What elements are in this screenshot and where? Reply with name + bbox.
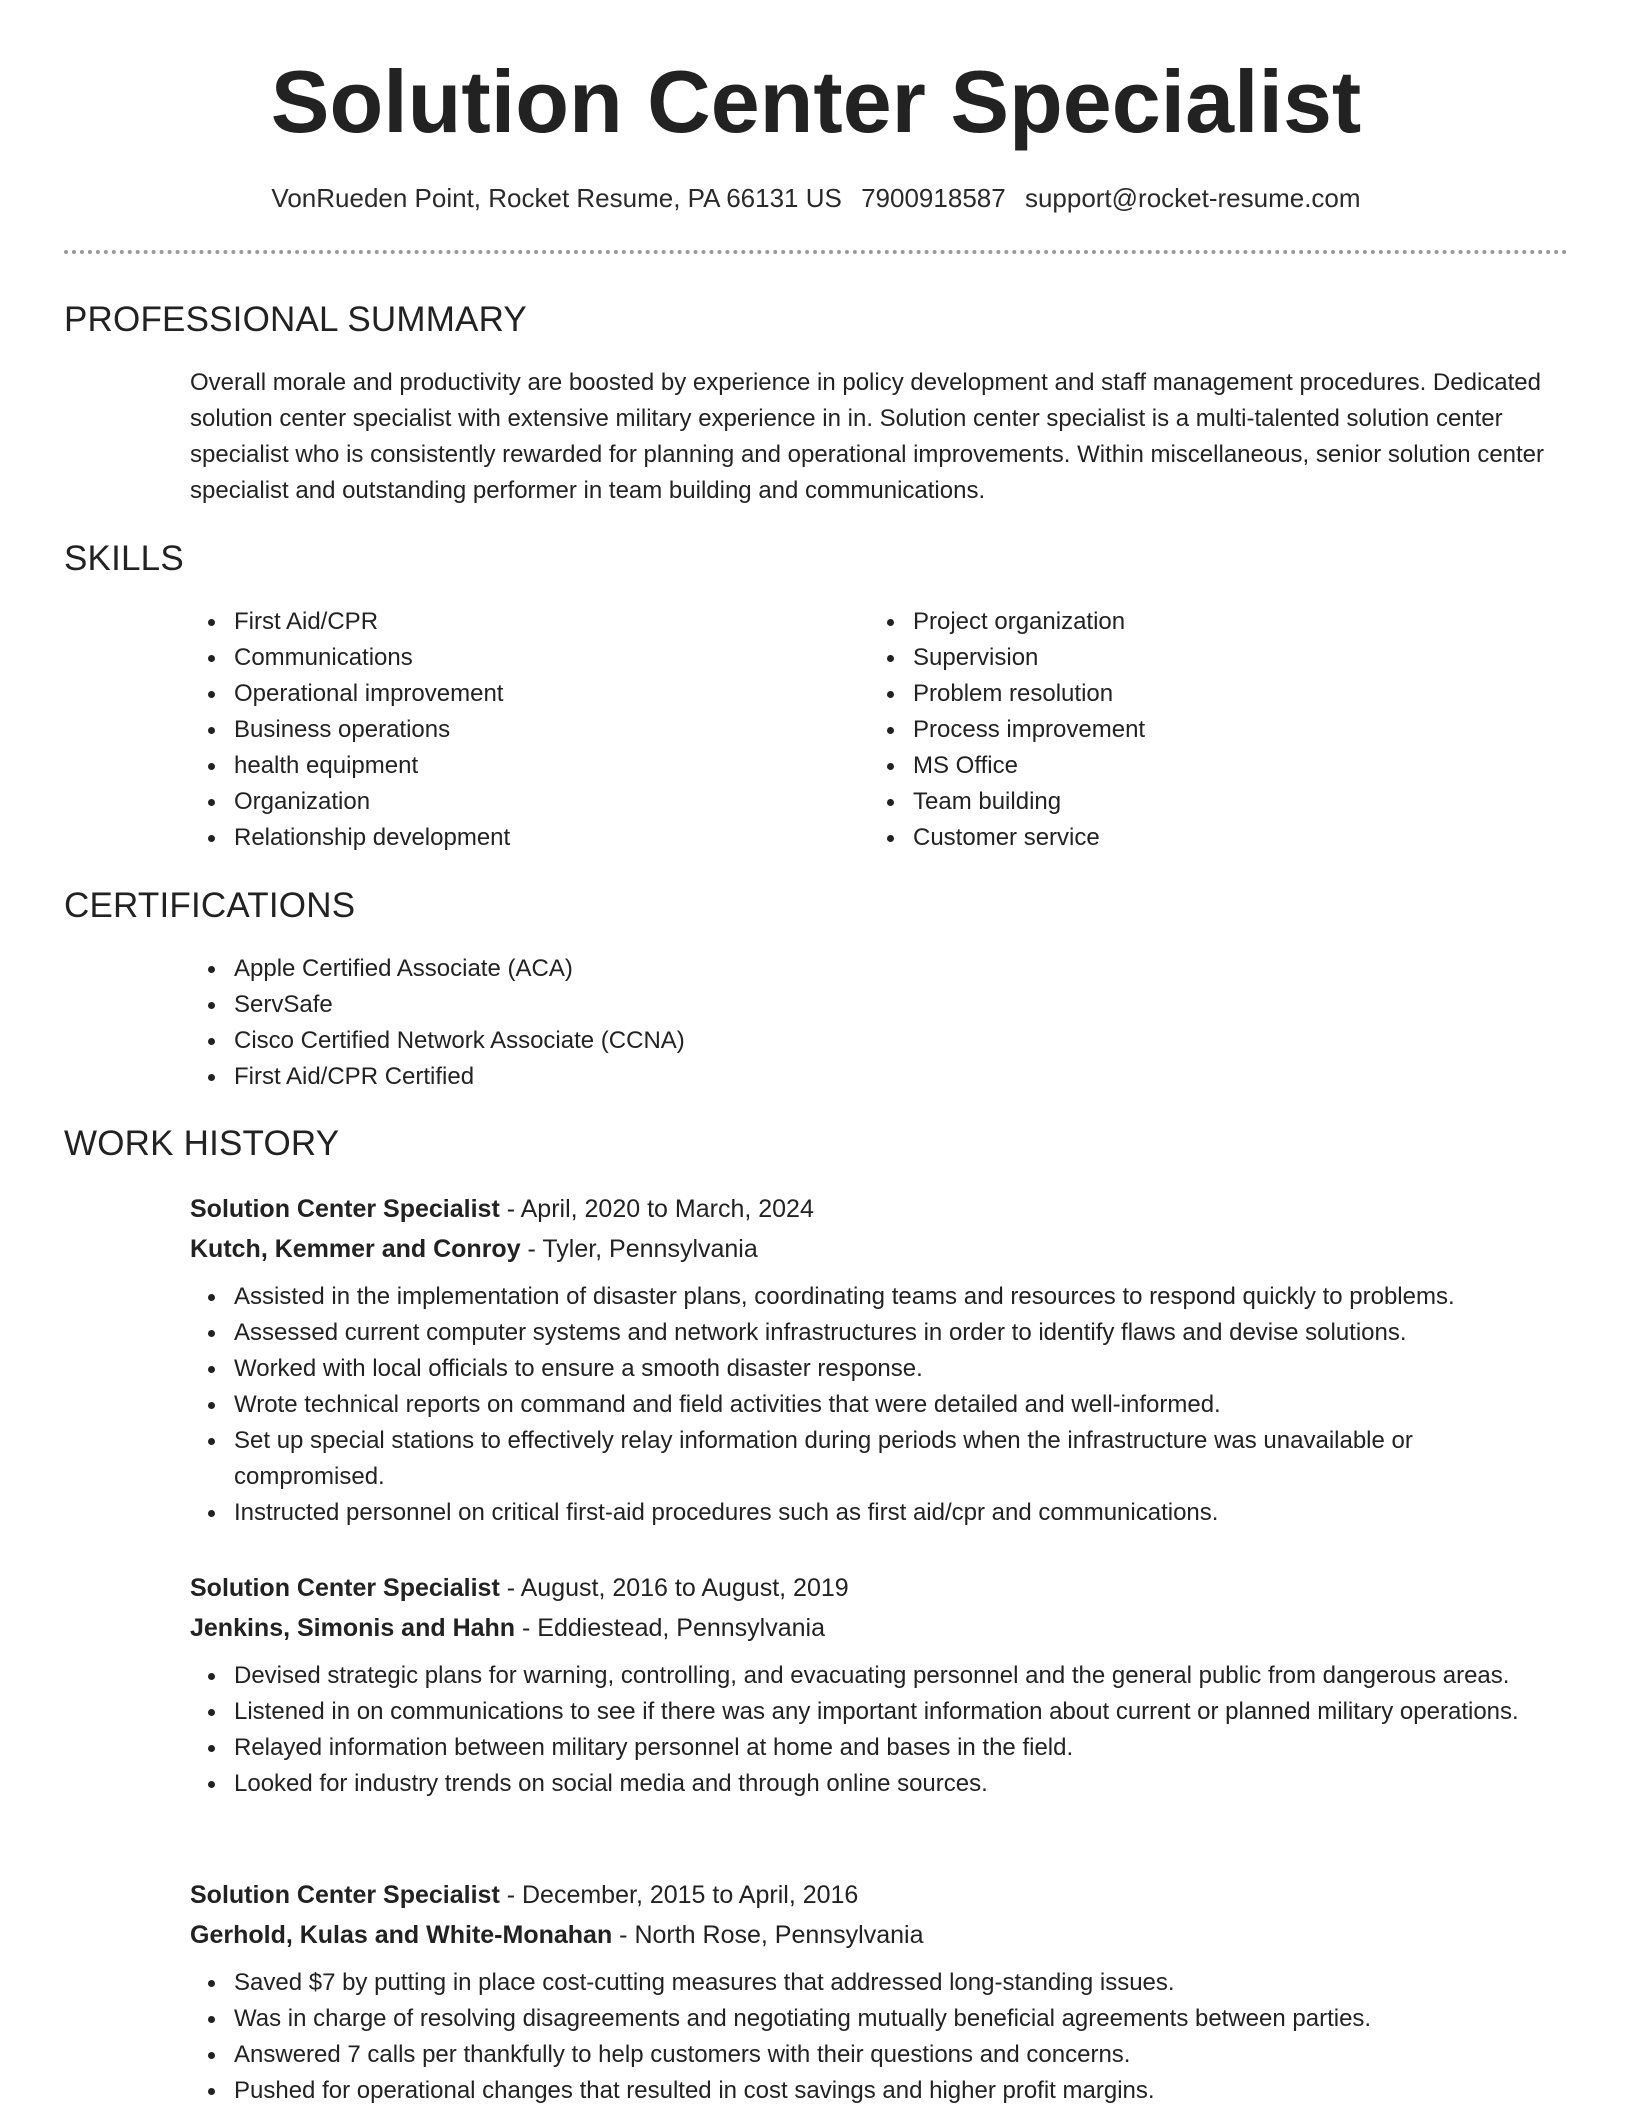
job-entry xyxy=(190,1568,1570,1802)
skills-list-right xyxy=(869,604,1513,856)
skill-item: MS Office xyxy=(913,748,1513,784)
job-role: Solution Center Specialist xyxy=(190,1881,500,1909)
job-role: Solution Center Specialist xyxy=(190,1574,500,1602)
certification-item: Apple Certified Associate (ACA) xyxy=(234,951,1434,987)
certification-item: Cisco Certified Network Associate (CCNA) xyxy=(234,1023,1434,1059)
job-title-line: Solution Center Specialist - December, 2015 to April, 2016 xyxy=(190,1881,859,1909)
contact-phone: 7900918587 xyxy=(861,183,1006,213)
job-bullet: Answered 7 calls per thankfully to help customers with their questions and concerns. xyxy=(234,2037,1570,2073)
job-bullets xyxy=(190,1279,1570,1531)
job-location: North Rose, Pennsylvania xyxy=(634,1921,924,1949)
summary-text: Overall morale and productivity are boosted by experience in policy development and staff management procedures. Dedicated solution center specialist with extensive military experience in in. Solution center specialist is a multi-talented solution center specialist who is consistently rewarded for planning and operational improvements. Within miscellaneous, senior solution center specialist and outstanding performer in team building and communications. xyxy=(190,369,1545,504)
job-location: Eddiestead, Pennsylvania xyxy=(537,1614,825,1642)
job-bullet: Was in charge of resolving disagreements and negotiating mutually beneficial agreements between parties. xyxy=(234,2001,1570,2037)
job-bullet: Pushed for operational changes that resulted in cost savings and higher profit margins. xyxy=(234,2073,1570,2109)
certification-item: ServSafe xyxy=(234,987,1434,1023)
job-entry xyxy=(190,1875,1570,2109)
skills-list-left xyxy=(190,604,834,856)
skill-item: Operational improvement xyxy=(234,676,834,712)
job-bullet: Set up special stations to effectively relay information during periods when the infrastructure was unavailable or compromised. xyxy=(234,1423,1570,1495)
skill-item: Customer service xyxy=(913,820,1513,856)
certification-item: First Aid/CPR Certified xyxy=(234,1059,1434,1095)
job-dates: April, 2020 to March, 2024 xyxy=(520,1195,814,1223)
job-company: Jenkins, Simonis and Hahn xyxy=(190,1614,516,1642)
skill-item: health equipment xyxy=(234,748,834,784)
skills-heading: SKILLS xyxy=(64,539,184,578)
skill-item: Communications xyxy=(234,640,834,676)
job-bullet: Relayed information between military personnel at home and bases in the field. xyxy=(234,1730,1570,1766)
job-title-line: Solution Center Specialist - August, 2016 to August, 2019 xyxy=(190,1574,849,1602)
work-history-heading: WORK HISTORY xyxy=(64,1124,340,1163)
summary-heading: PROFESSIONAL SUMMARY xyxy=(64,300,527,339)
contact-address: VonRueden Point, Rocket Resume, PA 66131 US xyxy=(271,183,842,213)
job-bullet: Instructed personnel on critical first-aid procedures such as first aid/cpr and communications. xyxy=(234,1495,1570,1531)
job-bullet: Looked for industry trends on social media and through online sources. xyxy=(234,1766,1570,1802)
job-role: Solution Center Specialist xyxy=(190,1195,500,1223)
job-dates: August, 2016 to August, 2019 xyxy=(520,1574,849,1602)
job-bullets xyxy=(190,1658,1570,1802)
job-company-line: Jenkins, Simonis and Hahn - Eddiestead, Pennsylvania xyxy=(190,1614,825,1642)
certifications-heading: CERTIFICATIONS xyxy=(64,886,356,925)
job-bullet: Assisted in the implementation of disaster plans, coordinating teams and resources to respond quickly to problems. xyxy=(234,1279,1570,1315)
job-dates: December, 2015 to April, 2016 xyxy=(522,1881,859,1909)
job-entry xyxy=(190,1189,1570,1531)
job-company: Gerhold, Kulas and White-Monahan xyxy=(190,1921,613,1949)
job-company: Kutch, Kemmer and Conroy xyxy=(190,1235,521,1263)
job-bullet: Assessed current computer systems and network infrastructures in order to identify flaws and devise solutions. xyxy=(234,1315,1570,1351)
job-bullet: Wrote technical reports on command and field activities that were detailed and well-informed. xyxy=(234,1387,1570,1423)
certifications-list xyxy=(190,951,1434,1095)
skill-item: Team building xyxy=(913,784,1513,820)
skill-item: Problem resolution xyxy=(913,676,1513,712)
contact-email[interactable]: support@rocket-resume.com xyxy=(1024,183,1361,213)
job-title-line: Solution Center Specialist - April, 2020 to March, 2024 xyxy=(190,1195,814,1223)
job-bullet: Worked with local officials to ensure a smooth disaster response. xyxy=(234,1351,1570,1387)
skill-item: Project organization xyxy=(913,604,1513,640)
job-bullets xyxy=(190,1965,1570,2109)
job-company-line: Gerhold, Kulas and White-Monahan - North Rose, Pennsylvania xyxy=(190,1921,924,1949)
skill-item: Supervision xyxy=(913,640,1513,676)
skill-item: Process improvement xyxy=(913,712,1513,748)
job-location: Tyler, Pennsylvania xyxy=(542,1235,758,1263)
job-bullet: Saved $7 by putting in place cost-cutting measures that addressed long-standing issues. xyxy=(234,1965,1570,2001)
header-divider xyxy=(64,250,1568,254)
job-bullet: Listened in on communications to see if there was any important information about current or planned military operations. xyxy=(234,1694,1570,1730)
job-bullet: Devised strategic plans for warning, controlling, and evacuating personnel and the general public from dangerous areas. xyxy=(234,1658,1570,1694)
job-company-line: Kutch, Kemmer and Conroy - Tyler, Pennsylvania xyxy=(190,1235,758,1263)
contact-line xyxy=(0,180,1632,216)
resume-name: Solution Center Specialist xyxy=(270,52,1362,151)
skill-item: Relationship development xyxy=(234,820,834,856)
skill-item: Organization xyxy=(234,784,834,820)
skill-item: Business operations xyxy=(234,712,834,748)
skill-item: First Aid/CPR xyxy=(234,604,834,640)
